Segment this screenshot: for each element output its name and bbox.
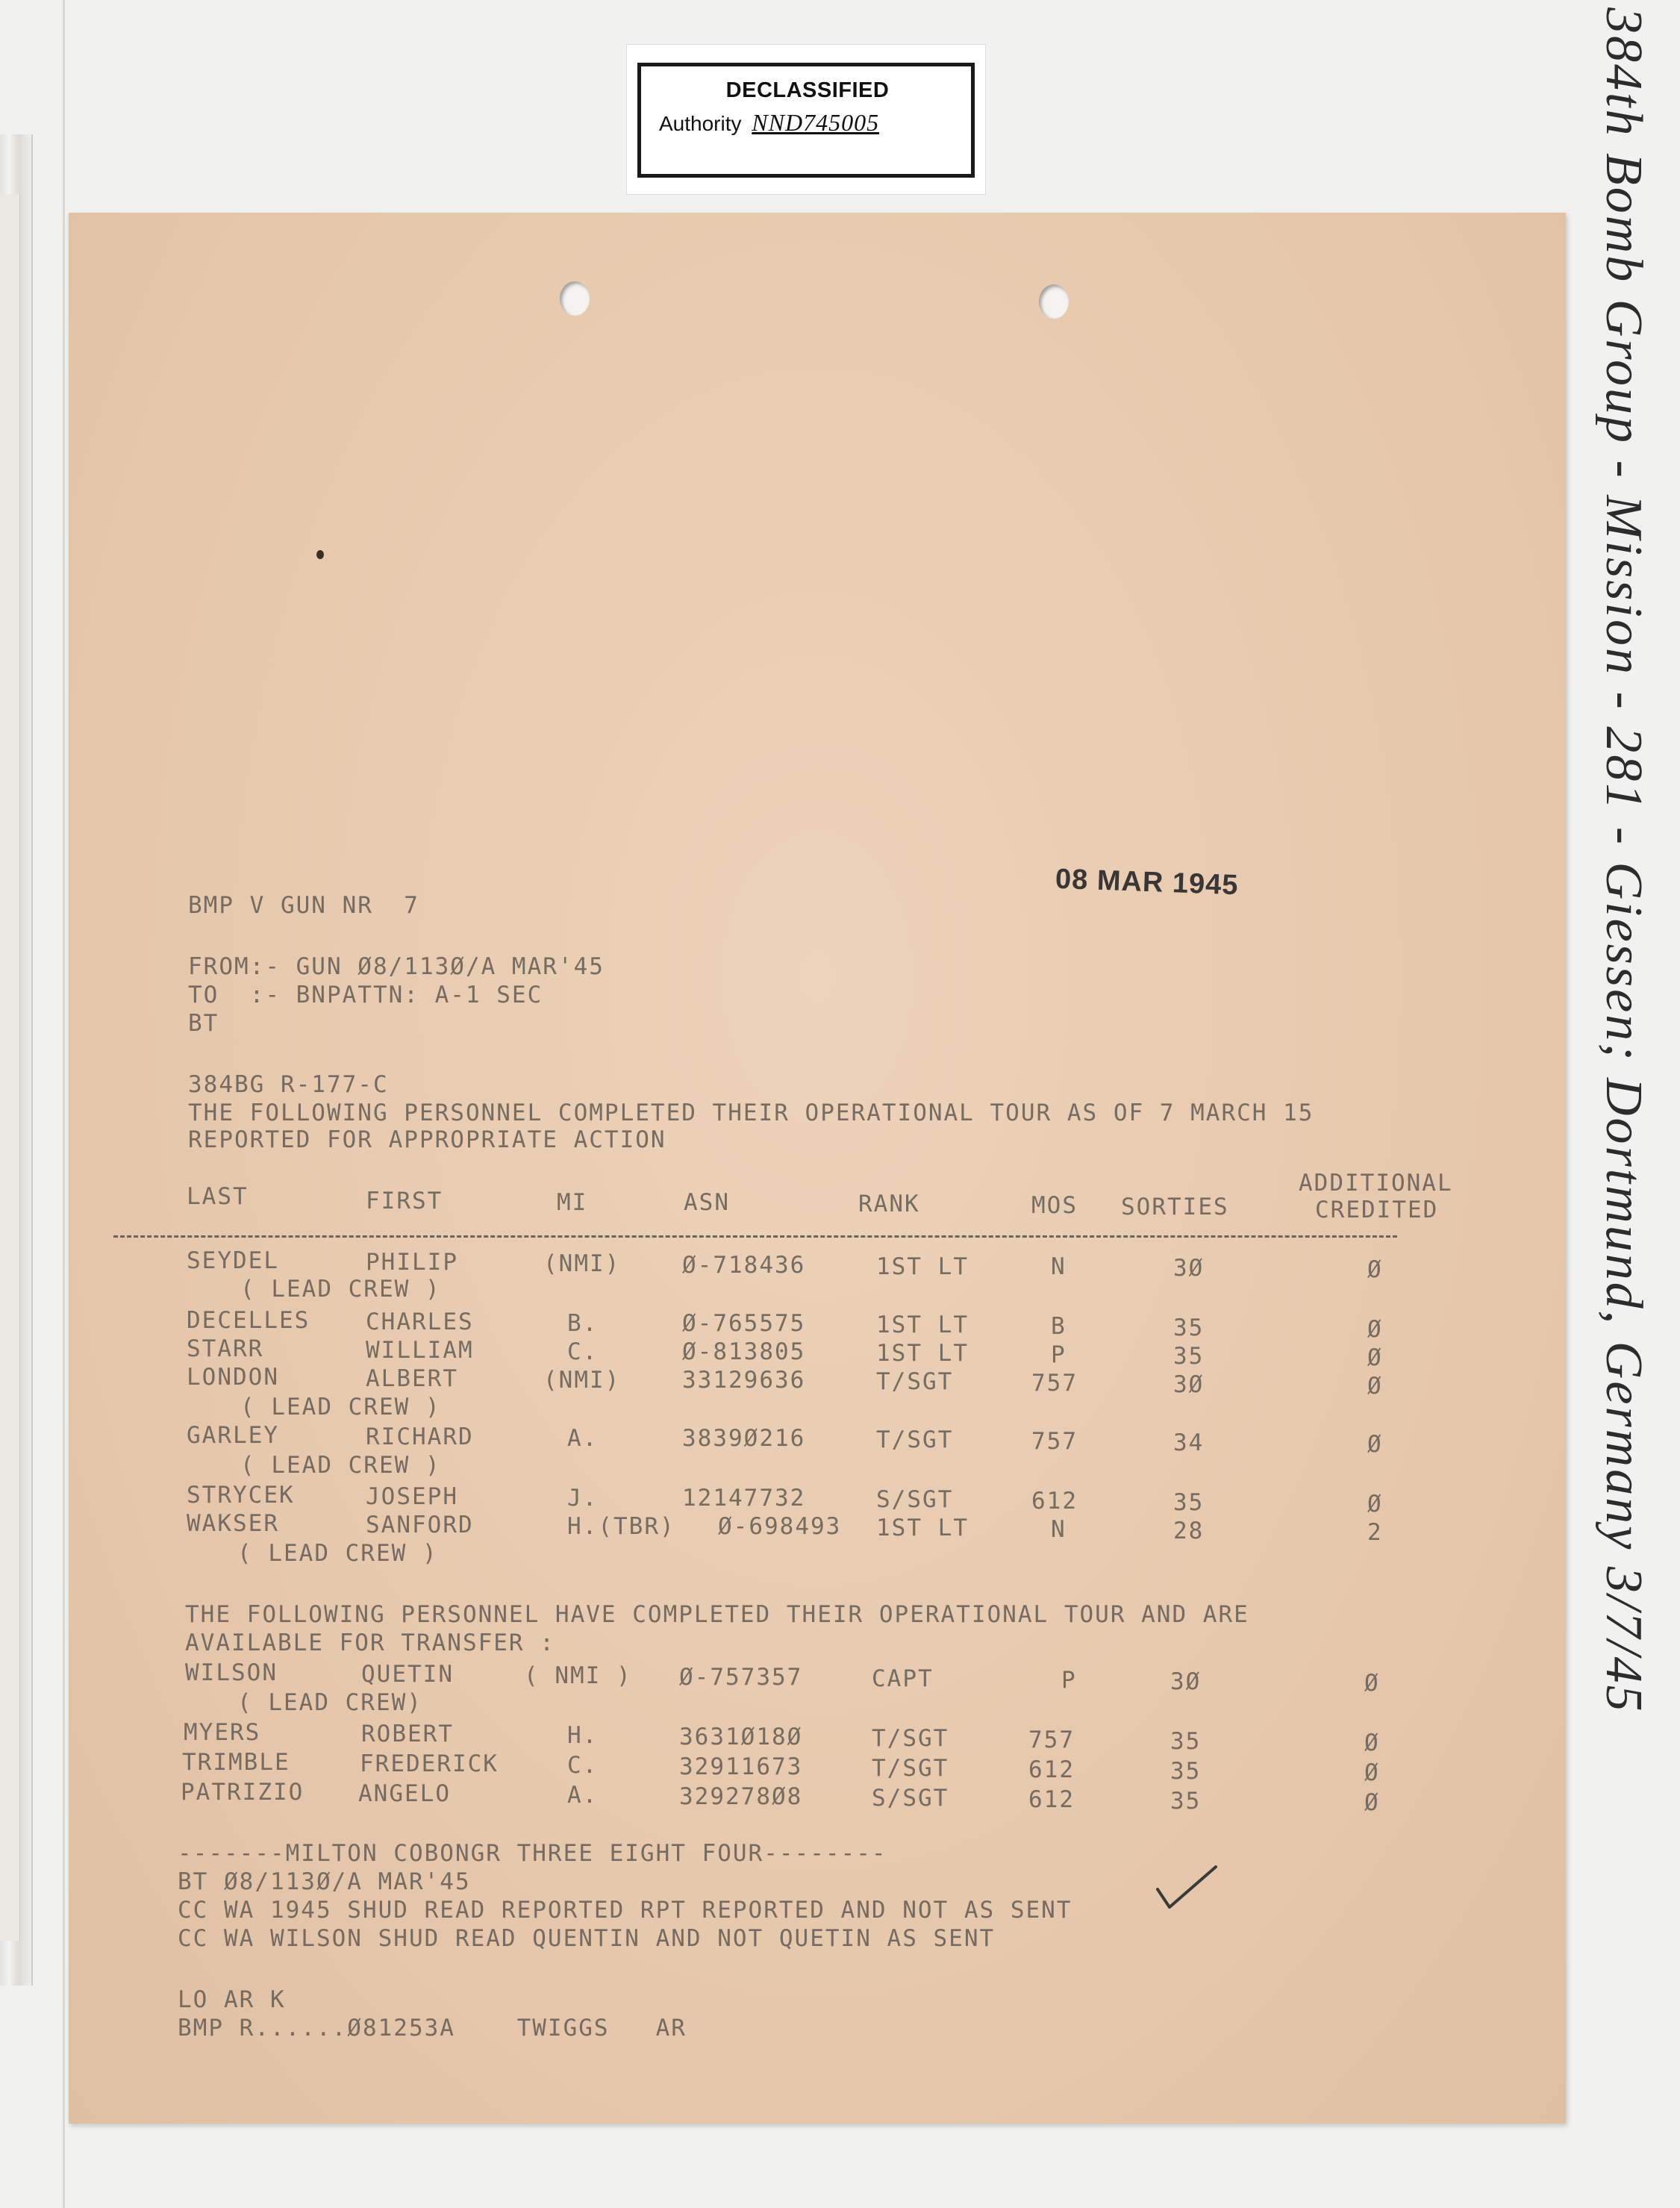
cell-sorties: 28 bbox=[1173, 1518, 1205, 1544]
transfer-intro-line1: THE FOLLOWING PERSONNEL HAVE COMPLETED THEIR OPERATIONAL TOUR AND ARE bbox=[185, 1601, 1249, 1628]
handwritten-margin-note: 384th Bomb Group - Mission - 281 - Giessen; Dortmund, Germany 3/7/45 bbox=[1595, 7, 1652, 1714]
cell-last: DECELLES bbox=[187, 1307, 310, 1334]
punch-hole-left bbox=[560, 281, 590, 316]
cell-credited: Ø bbox=[1364, 1759, 1380, 1786]
col-header-sorties: SORTIES bbox=[1121, 1194, 1229, 1220]
closing-lo: LO AR K bbox=[178, 1986, 286, 2013]
cell-sorties: 35 bbox=[1170, 1728, 1202, 1755]
cell-first: QUETIN bbox=[361, 1661, 454, 1688]
cell-sorties: 35 bbox=[1170, 1788, 1202, 1815]
col-header-first: FIRST bbox=[366, 1188, 443, 1214]
message-bt: BT bbox=[188, 1010, 219, 1037]
cell-mos: P bbox=[1051, 1341, 1067, 1368]
handwritten-check-icon bbox=[1153, 1862, 1220, 1915]
stamp-title: DECLASSIFIED bbox=[725, 78, 890, 102]
message-intro-line2: REPORTED FOR APPROPRIATE ACTION bbox=[188, 1126, 666, 1153]
cell-sorties: 35 bbox=[1173, 1343, 1205, 1370]
cell-first: CHARLES bbox=[366, 1309, 474, 1335]
cell-first: ALBERT bbox=[366, 1365, 458, 1392]
cell-asn: 3631Ø18Ø bbox=[679, 1724, 803, 1750]
cell-last: WILSON bbox=[185, 1659, 278, 1686]
cell-first: WILLIAM bbox=[366, 1337, 474, 1364]
cell-rank: T/SGT bbox=[872, 1755, 949, 1782]
cell-first: FREDERICK bbox=[360, 1750, 499, 1777]
lead-crew-note: ( LEAD CREW ) bbox=[237, 1540, 438, 1567]
cell-mi: A. bbox=[567, 1425, 599, 1452]
lead-crew-note: ( LEAD CREW ) bbox=[240, 1276, 441, 1303]
transfer-intro-line2: AVAILABLE FOR TRANSFER : bbox=[185, 1630, 555, 1656]
cell-asn: 329278Ø8 bbox=[679, 1783, 803, 1810]
cell-mos: B bbox=[1051, 1313, 1067, 1340]
cell-asn: 33129636 bbox=[682, 1367, 806, 1394]
cell-asn: 12147732 bbox=[682, 1485, 806, 1512]
cell-last: MYERS bbox=[184, 1719, 261, 1746]
cell-last: GARLEY bbox=[187, 1422, 279, 1449]
col-header-rank: RANK bbox=[858, 1191, 920, 1217]
col-header-credited: CREDITED bbox=[1315, 1197, 1439, 1223]
cell-mi: C. bbox=[567, 1338, 599, 1365]
signature-line: -------MILTON COBONGR THREE EIGHT FOUR-------- bbox=[178, 1840, 887, 1867]
lead-crew-note: ( LEAD CREW ) bbox=[240, 1452, 441, 1479]
cell-credited: Ø bbox=[1367, 1373, 1383, 1400]
cell-first: JOSEPH bbox=[366, 1483, 458, 1510]
declassified-stamp-frame bbox=[637, 63, 975, 178]
cell-sorties: 34 bbox=[1173, 1429, 1205, 1456]
cell-rank: 1ST LT bbox=[876, 1515, 969, 1541]
cell-mos: P bbox=[1061, 1667, 1077, 1694]
col-header-additional: ADDITIONAL bbox=[1299, 1170, 1453, 1197]
cell-rank: S/SGT bbox=[876, 1486, 954, 1513]
cell-mi: (NMI) bbox=[543, 1367, 621, 1394]
closing-bt: BT Ø8/113Ø/A MAR'45 bbox=[178, 1868, 471, 1895]
cell-sorties: 35 bbox=[1173, 1489, 1205, 1516]
cell-credited: Ø bbox=[1367, 1491, 1383, 1518]
cell-first: SANFORD bbox=[366, 1512, 474, 1538]
punch-hole-right bbox=[1039, 284, 1069, 319]
cell-credited: Ø bbox=[1364, 1730, 1380, 1756]
header-divider bbox=[113, 1235, 1397, 1238]
ink-spot bbox=[316, 550, 324, 559]
col-header-mos: MOS bbox=[1031, 1192, 1078, 1219]
cell-sorties: 3Ø bbox=[1170, 1668, 1202, 1695]
cell-rank: CAPT bbox=[872, 1665, 934, 1692]
cell-last: LONDON bbox=[187, 1364, 279, 1391]
cell-asn: Ø-718436 bbox=[682, 1252, 806, 1279]
correction-line2: CC WA WILSON SHUD READ QUENTIN AND NOT QUETIN AS SENT bbox=[178, 1925, 996, 1952]
received-date-stamp: 08 MAR 1945 bbox=[1055, 863, 1240, 902]
cell-mos: 757 bbox=[1028, 1727, 1075, 1753]
cell-mos: 612 bbox=[1031, 1488, 1078, 1515]
cell-sorties: 3Ø bbox=[1173, 1255, 1205, 1282]
cell-last: SEYDEL bbox=[187, 1247, 279, 1274]
cell-last: STRYCEK bbox=[187, 1482, 295, 1509]
cell-first: ROBERT bbox=[361, 1721, 454, 1747]
cell-credited: Ø bbox=[1367, 1316, 1383, 1343]
col-header-asn: ASN bbox=[684, 1189, 730, 1216]
cell-last: PATRIZIO bbox=[181, 1779, 305, 1806]
cell-mos: N bbox=[1051, 1516, 1067, 1543]
message-reference: 384BG R-177-C bbox=[188, 1071, 389, 1098]
cell-sorties: 3Ø bbox=[1173, 1371, 1205, 1398]
cell-mi: (NMI) bbox=[543, 1250, 621, 1277]
cell-last: TRIMBLE bbox=[182, 1749, 290, 1776]
col-header-last: LAST bbox=[187, 1183, 249, 1210]
cell-credited: Ø bbox=[1364, 1670, 1380, 1697]
cell-rank: S/SGT bbox=[872, 1785, 949, 1812]
cell-first: PHILIP bbox=[366, 1249, 458, 1276]
cell-asn: 32911673 bbox=[679, 1753, 803, 1780]
cell-credited: Ø bbox=[1367, 1431, 1383, 1458]
cell-sorties: 35 bbox=[1173, 1314, 1205, 1341]
message-intro-line1: THE FOLLOWING PERSONNEL COMPLETED THEIR OPERATIONAL TOUR AS OF 7 MARCH 15 bbox=[188, 1100, 1314, 1126]
cell-asn: Ø-757357 bbox=[679, 1664, 803, 1691]
paper-stack-edge-inner bbox=[0, 194, 20, 1941]
declassified-stamp bbox=[627, 45, 985, 194]
cell-mos: 757 bbox=[1031, 1428, 1078, 1455]
cell-rank: T/SGT bbox=[876, 1426, 954, 1453]
cell-rank: T/SGT bbox=[876, 1368, 954, 1395]
teletype-sheet bbox=[69, 213, 1566, 2124]
message-from: FROM:- GUN Ø8/113Ø/A MAR'45 bbox=[188, 953, 605, 980]
cell-credited: Ø bbox=[1364, 1789, 1380, 1816]
lead-crew-note: ( LEAD CREW) bbox=[237, 1689, 422, 1716]
stamp-authority-label: Authority bbox=[659, 112, 742, 135]
cell-mi: B. bbox=[567, 1310, 599, 1337]
cell-mos: 612 bbox=[1028, 1786, 1075, 1813]
cell-rank: 1ST LT bbox=[876, 1312, 969, 1338]
cell-asn: 3839Ø216 bbox=[682, 1425, 806, 1452]
cell-mi: H. bbox=[567, 1722, 599, 1749]
cell-mi: H.(TBR) bbox=[567, 1513, 675, 1540]
closing-bmp: BMP R......Ø81253A TWIGGS AR bbox=[178, 2015, 687, 2042]
cell-sorties: 35 bbox=[1170, 1758, 1202, 1785]
cell-asn: Ø-765575 bbox=[682, 1310, 806, 1337]
cell-mi: A. bbox=[567, 1782, 599, 1809]
binder-divider bbox=[63, 0, 65, 2208]
cell-credited: Ø bbox=[1367, 1344, 1383, 1371]
cell-first: RICHARD bbox=[366, 1423, 474, 1450]
message-to: TO :- BNPATTN: A-1 SEC bbox=[188, 982, 543, 1008]
cell-mi: ( NMI ) bbox=[524, 1662, 632, 1689]
cell-credited: Ø bbox=[1367, 1256, 1383, 1283]
cell-rank: 1ST LT bbox=[876, 1340, 969, 1367]
cell-mos: N bbox=[1051, 1253, 1067, 1280]
message-header: BMP V GUN NR 7 bbox=[188, 892, 419, 919]
lead-crew-note: ( LEAD CREW ) bbox=[240, 1394, 441, 1420]
cell-rank: 1ST LT bbox=[876, 1253, 969, 1280]
cell-mi: C. bbox=[567, 1752, 599, 1779]
cell-last: WAKSER bbox=[187, 1510, 279, 1537]
cell-rank: T/SGT bbox=[872, 1725, 949, 1752]
stamp-authority bbox=[659, 109, 956, 137]
cell-mos: 612 bbox=[1028, 1756, 1075, 1783]
stamp-authority-number: NND745005 bbox=[752, 109, 880, 136]
cell-mos: 757 bbox=[1031, 1370, 1078, 1397]
correction-line1: CC WA 1945 SHUD READ REPORTED RPT REPORTED AND NOT AS SENT bbox=[178, 1897, 1072, 1924]
cell-asn: Ø-698493 bbox=[718, 1513, 842, 1540]
cell-last: STARR bbox=[187, 1335, 264, 1362]
cell-first: ANGELO bbox=[358, 1780, 451, 1807]
cell-credited: 2 bbox=[1367, 1519, 1383, 1546]
cell-mi: J. bbox=[567, 1485, 599, 1512]
col-header-mi: MI bbox=[557, 1189, 588, 1216]
cell-asn: Ø-813805 bbox=[682, 1338, 806, 1365]
